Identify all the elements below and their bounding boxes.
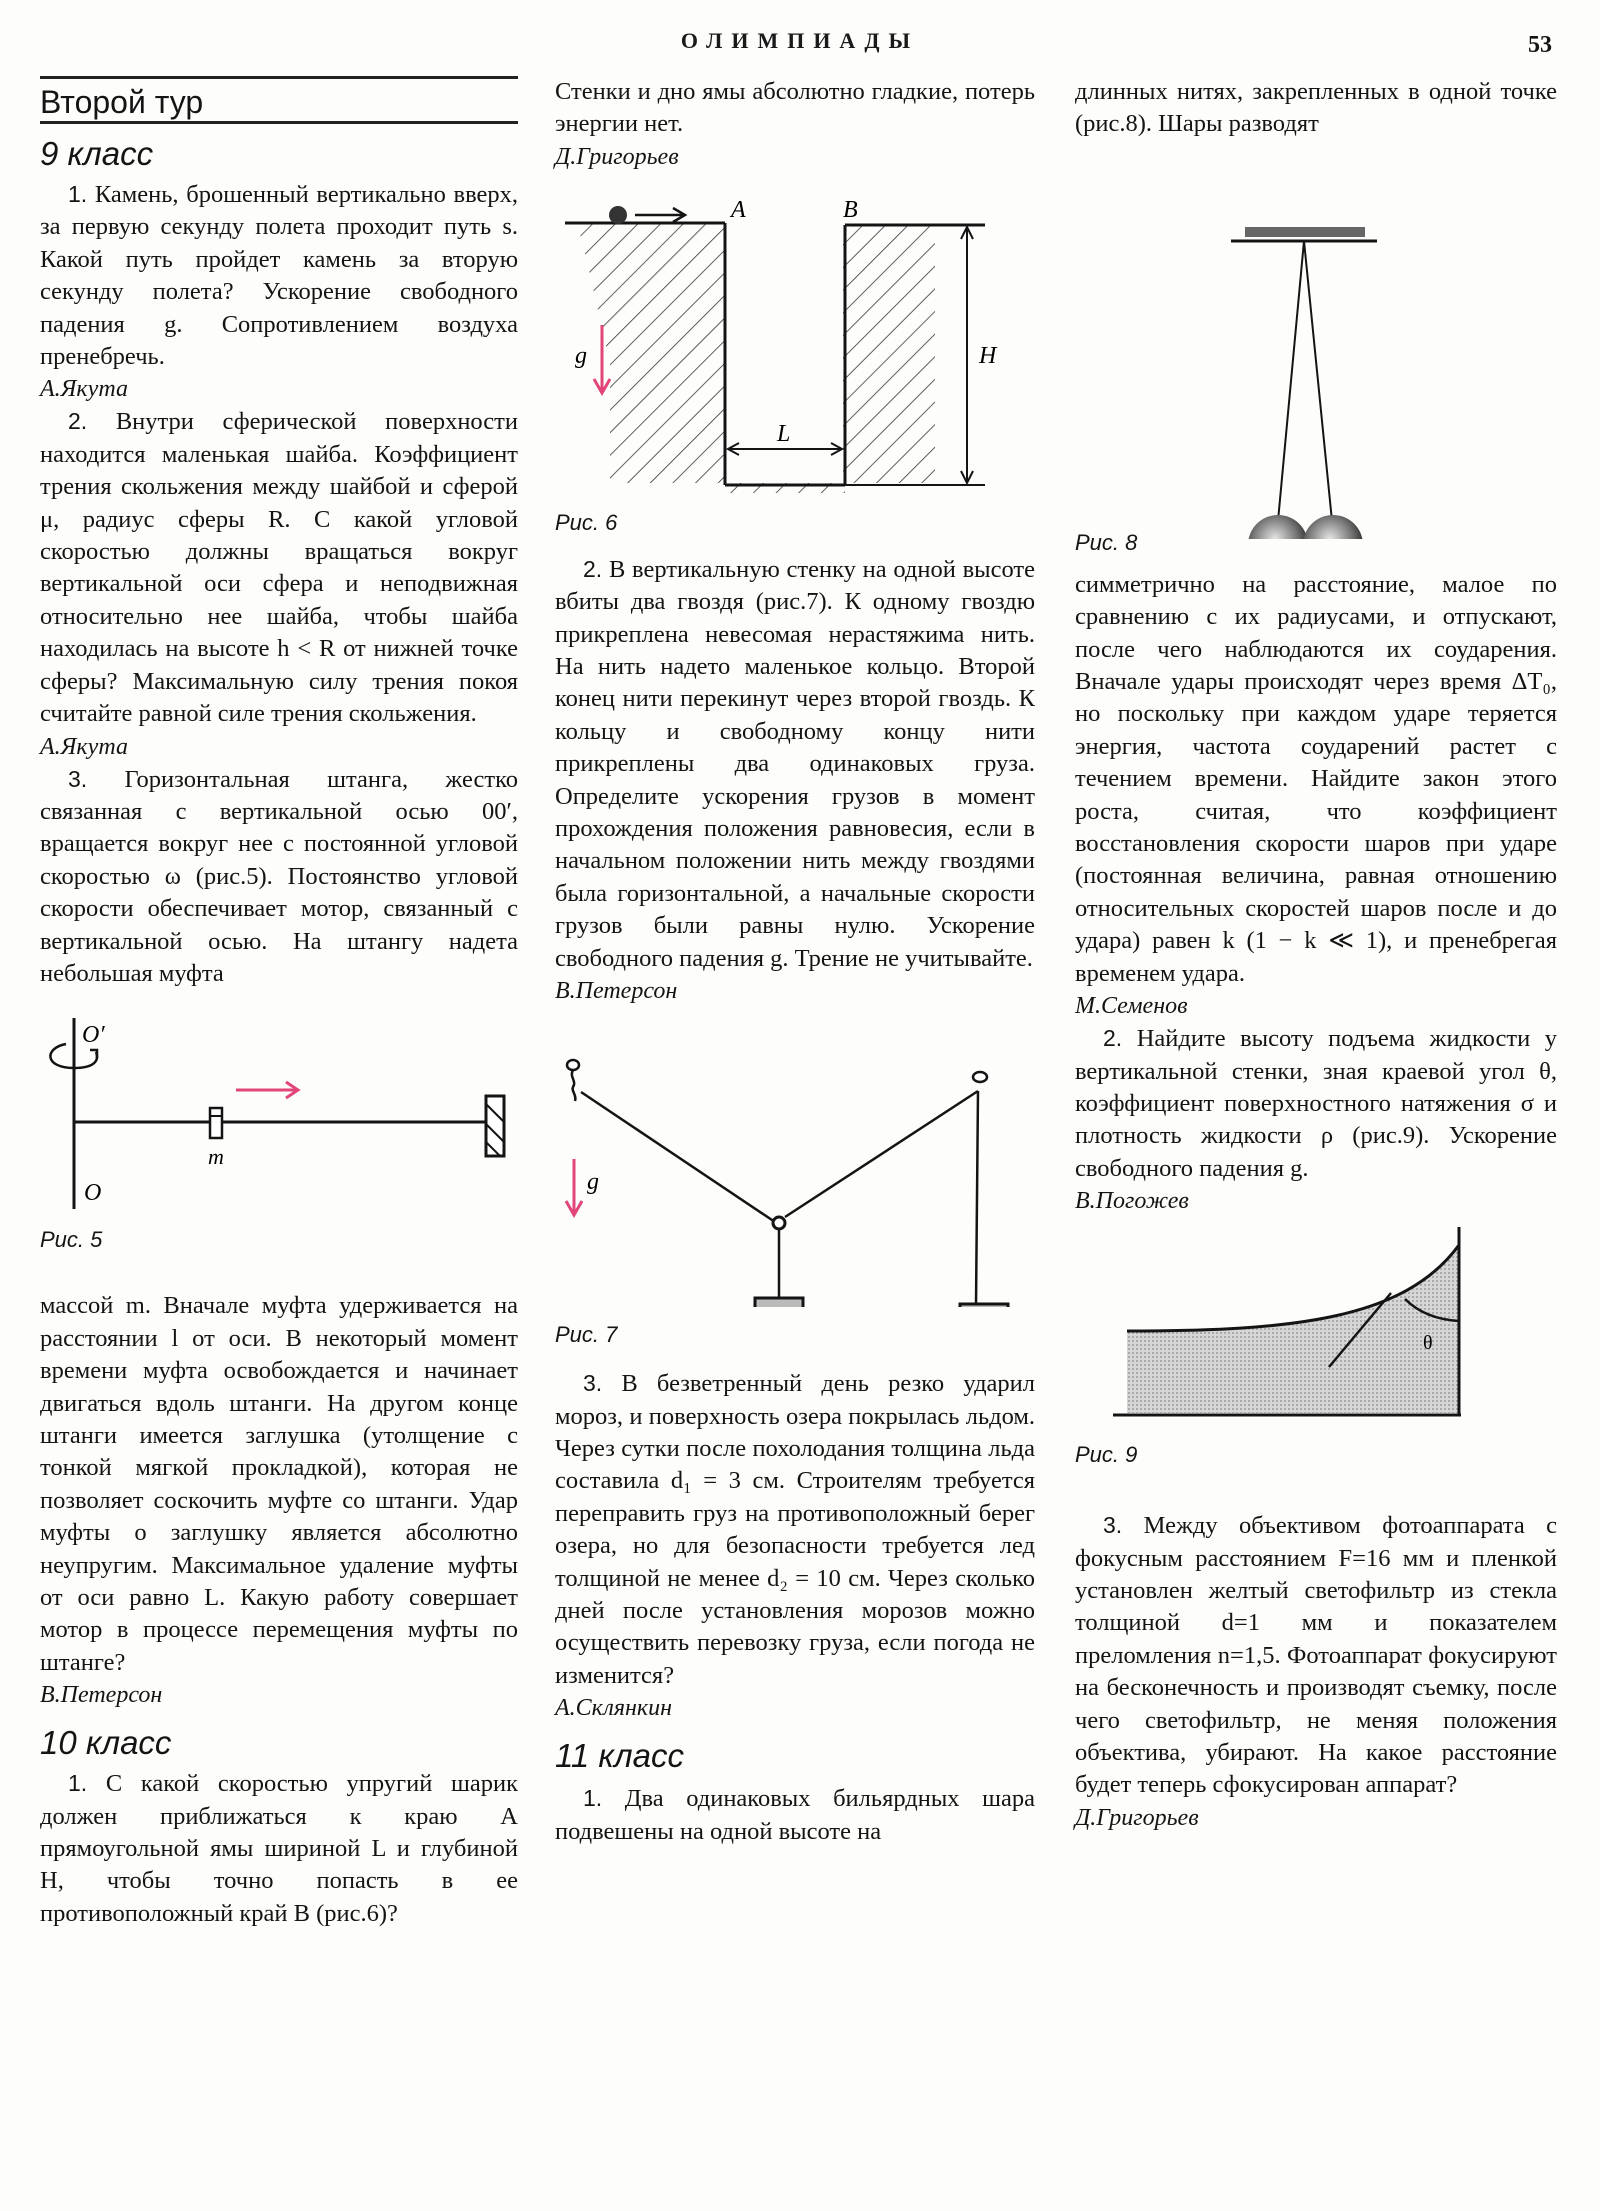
problem-number: 2.: [68, 408, 88, 435]
problem-number: 3.: [1103, 1512, 1123, 1539]
problem-text: Между объективом фотоаппарата с фокусным расстоянием F=16 мм и пленкой установлен желтый светофильтр из стекла толщиной d=1 мм и показателем преломления n=1,5. Фотоаппарат фокусируют на бесконечность и производят съемку, после чего светофильтр, не меняя положения объектива, убирают. На какое расстояние будет теперь сфокусирован аппарат?: [1075, 1512, 1558, 1799]
figure-7: [555, 1017, 1035, 1307]
problem-10-1: [40, 1767, 518, 1930]
problem-text: В вертикальную стенку на одной высоте вбиты два гвоздя (рис.7). К одному гвоздю прикреплена невесомая нерастяжима нить. На нить надето маленькое кольцо. Второй конец нити перекинут через второй гвоздь. К кольцу и свободному концу нити прикреплены два одинаковых груза. Определите ускорения грузов в момент прохождения положения равновесия, если в начальном положении нить между гвоздями была горизонтальной, а начальные скорости грузов были равны нулю. Ускорение свободного падения g. Трение не учитывайте.: [555, 555, 1035, 972]
problem-11-1: [555, 1782, 1035, 1848]
figure-5-diagram: [40, 1012, 518, 1212]
column-2: [555, 76, 1035, 1848]
nail-left: [567, 1060, 579, 1070]
problem-text: В безветренный день резко ударил мороз, и поверхность озера покрылась льдом. Через сутки после похолодания толщина льда составила d₁ = 3 см. Строителям требуется переправить груз на противоположный берег озера, но для безопасности требуется лед толщиной не менее d₂ = 10 см. Через сколько дней после установления морозов можно осуществить перевозку груза, если погода не изменится?: [555, 1370, 1036, 1689]
problem-number: 3.: [583, 1370, 603, 1397]
right-ground-hatch: [843, 225, 935, 483]
ceiling-support: [1245, 227, 1365, 237]
weight-2: [960, 1304, 1008, 1307]
ball-1: [1248, 515, 1308, 539]
problem-text: Внутри сферической поверхности находится маленькая шайба. Коэффициент трения скольжения между шайбой и сферой μ, радиус сферы R. С какой угловой скоростью должны вращаться вокруг вертикальной оси сфера и неподвижная относительно нее шайба, чтобы шайба находилась на высоте h < R от нижней точке сферы? Максимальную силу трения покоя считайте равной силе трения скольжения.: [40, 408, 518, 728]
weight-1: [755, 1298, 803, 1307]
label-o-prime: O′: [82, 1022, 105, 1049]
label-h: H: [979, 342, 997, 369]
problem-text: Два одинаковых бильярдных шара подвешены на одной высоте на: [555, 1785, 1036, 1845]
problem-text: С какой скоростью упругий шарик должен приближаться к краю A прямоугольной ямы шириной L и глубиной H, чтобы точно попасть в ее противоположный край B (рис.6)?: [40, 1770, 518, 1927]
figure-7-diagram: [555, 1017, 1035, 1307]
thread-2: [1304, 241, 1332, 521]
figure-8-caption: Рис. 8: [1075, 529, 1138, 555]
problem-author: Д.Григорьев: [1075, 1804, 1199, 1831]
problem-10-1-continued: Стенки и дно ямы абсолютно гладкие, потерь энергии нет.: [555, 78, 1035, 138]
thread-right: [785, 1091, 978, 1217]
problem-author: А.Склянкин: [555, 1695, 673, 1722]
label-o: O: [84, 1180, 102, 1207]
problem-text: Камень, брошенный вертикально вверх, за первую секунду полета проходит путь s. Какой путь пройдет камень за вторую секунду полета? Ускорение свободного падения g. Сопротивлением воздуха пренебречь.: [40, 181, 519, 371]
problem-author: В.Петерсон: [40, 1682, 163, 1709]
sleeve-mass: [210, 1108, 222, 1138]
figure-6-diagram: [555, 193, 1035, 503]
figure-5: [40, 1012, 518, 1212]
problem-number: 1.: [68, 1770, 88, 1797]
problem-text: Горизонтальная штанга, жестко связанная с вертикальной осью 00′, вращается вокруг нее с постоянной угловой скоростью ω (рис.5). Постоянство угловой скорости обеспечивает мотор, связанный с вертикальной осью. На штангу надета небольшая муфта: [40, 765, 518, 987]
label-g: g: [575, 342, 587, 369]
tour-title: Второй тур: [40, 76, 518, 124]
problem-number: 3.: [68, 765, 88, 792]
liquid: [1127, 1245, 1459, 1413]
figure-9-caption: Рис. 9: [1075, 1442, 1138, 1468]
problem-number: 1.: [583, 1785, 603, 1812]
column-3: [1075, 76, 1557, 1834]
figure-5-caption: Рис. 5: [40, 1227, 103, 1253]
problem-text: Найдите высоту подъема жидкости у вертикальной стенки, зная краевой угол θ, коэффициент поверхностного натяжения σ и плотность жидкости ρ (рис.9). Ускорение свободного падения g.: [1075, 1025, 1558, 1182]
problem-11-2: [1075, 1022, 1557, 1185]
figure-7-caption: Рис. 7: [555, 1322, 618, 1348]
problem-9-3: [40, 763, 518, 991]
figure-6-caption: Рис. 6: [555, 509, 618, 535]
ring: [773, 1217, 785, 1229]
problem-10-3: [555, 1367, 1035, 1692]
nail-right: [973, 1072, 987, 1082]
problem-9-3-continued: массой m. Вначале муфта удерживается на расстоянии l от оси. В некоторый момент времени муфта освобождается и начинает двигаться вдоль штанги. На другом конце штанги имеется заглушка (утолщение с тонкой мягкой прокладкой), которая не позволяет соскочить муфте со штанги. Удар муфты о заглушку является абсолютно неупругим. Максимальное удаление муфты от оси равно L. Какую работу совершает мотор в процессе перемещения муфты по штанге?: [40, 1292, 518, 1676]
ball-2: [1303, 515, 1363, 539]
figure-9-diagram: [1075, 1227, 1557, 1427]
grade-11-title: 11 класс: [555, 1737, 684, 1775]
label-theta: θ: [1423, 1332, 1433, 1355]
problem-author: А.Якута: [40, 376, 128, 403]
grade-9-title: 9 класс: [40, 135, 154, 172]
thread-left: [581, 1092, 775, 1222]
page-number: 53: [1528, 32, 1552, 58]
problem-number: 2.: [1103, 1025, 1123, 1052]
problem-author: В.Петерсон: [555, 978, 678, 1005]
problem-9-2: [40, 405, 518, 730]
problem-11-1-continued: длинных нитях, закрепленных в одной точке (рис.8). Шары разводят: [1075, 78, 1557, 138]
running-head: ОЛИМПИАДЫ: [680, 28, 920, 53]
problem-author: В.Погожев: [1075, 1188, 1189, 1215]
thread-1: [1278, 241, 1304, 521]
problem-author: М.Семенов: [1075, 993, 1188, 1020]
left-ground-hatch: [577, 223, 725, 483]
figure-9: [1075, 1227, 1557, 1427]
ball: [609, 206, 627, 224]
problem-11-1-continued-2: симметрично на расстояние, малое по сравнению с их радиусами, и отпускают, после чего наблюдаются их соударения. Вначале удары происходят через время ΔT₀, но поскольку при каждом ударе теряется энергия, частота соударений растет с течением времени. Найдите закон этого роста, считая, что коэффициент восстановления скорости шаров при ударе (постоянная величина, равная отношению относительных скоростей шаров после и до удара) равен k (1 − k ≪ 1), и пренебрегая временем удара.: [1075, 570, 1557, 987]
column-1: [40, 76, 518, 1930]
problem-11-3: [1075, 1509, 1557, 1802]
label-m: m: [208, 1144, 224, 1170]
figure-8: [1075, 149, 1557, 539]
problem-author: Д.Григорьев: [555, 143, 679, 170]
figure-6: [555, 193, 1035, 503]
problem-9-1: [40, 178, 518, 373]
grade-10-title: 10 класс: [40, 1724, 172, 1762]
problem-10-2: [555, 553, 1035, 975]
problem-number: 1.: [68, 181, 88, 207]
label-a: A: [731, 196, 746, 223]
label-b: B: [843, 196, 858, 223]
label-l: L: [777, 420, 791, 447]
problem-number: 2.: [583, 555, 603, 582]
figure-8-diagram: [1075, 149, 1557, 539]
label-g: g: [587, 1169, 599, 1196]
problem-author: А.Якута: [40, 733, 128, 760]
